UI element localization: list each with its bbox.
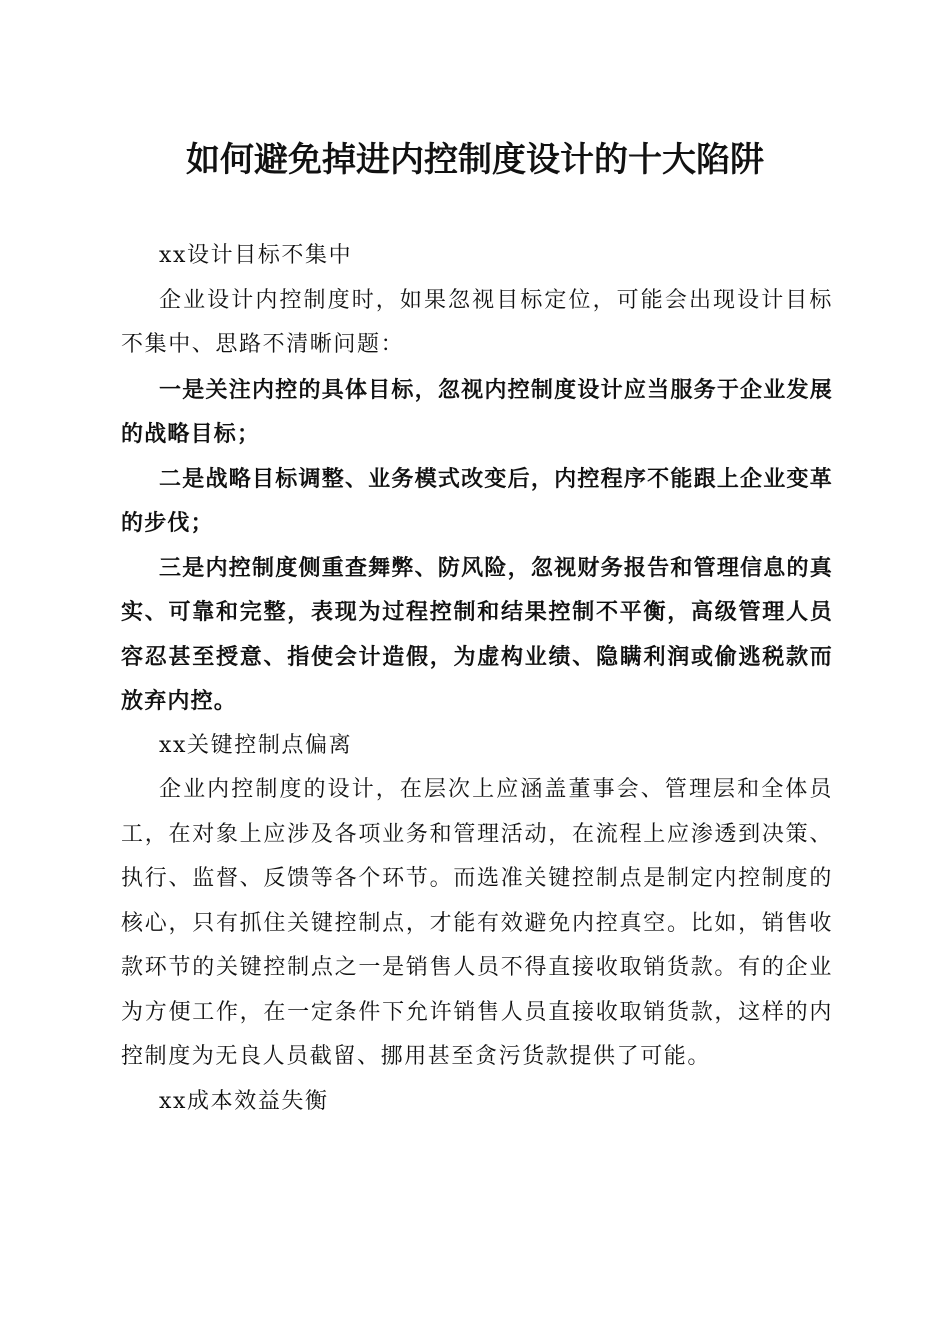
paragraph-key-control: 企业内控制度的设计，在层次上应涵盖董事会、管理层和全体员工，在对象上应涉及各项业务和管理活动，在流程上应渗透到决策、执行、监督、反馈等各个环节。而选准关键控制点是制定内控制度的核心，只有抓住关键控制点，才能有效避免内控真空。比如，销售收款环节的关键控制点之一是销售人员不得直接收取销货款。有的企业为方便工作，在一定条件下允许销售人员直接收取销货款，这样的内控制度为无良人员截留、挪用甚至贪污货款提供了可能。 <box>121 777 833 1069</box>
section-heading-3: xx成本效益失衡 <box>159 1088 329 1114</box>
document-body <box>121 234 833 1124</box>
section-heading-1: xx设计目标不集中 <box>159 243 353 268</box>
paragraph-point-3: 三是内控制度侧重查舞弊、防风险，忽视财务报告和管理信息的真实、可靠和完整，表现为过程控制和结果控制不平衡，高级管理人员容忍甚至授意、指使会计造假，为虚构业绩、隐瞒利润或偷逃税款而放弃内控。 <box>121 554 833 714</box>
paragraph-intro: 企业设计内控制度时，如果忽视目标定位，可能会出现设计目标不集中、思路不清晰问题： <box>121 287 833 357</box>
paragraph-point-2: 二是战略目标调整、业务模式改变后，内控程序不能跟上企业变革的步伐； <box>121 465 833 536</box>
section-heading-2: xx关键控制点偏离 <box>159 732 353 758</box>
document-title: 如何避免掉进内控制度设计的十大陷阱 <box>186 140 764 180</box>
paragraph-point-1: 一是关注内控的具体目标，忽视内控制度设计应当服务于企业发展的战略目标； <box>121 376 833 447</box>
